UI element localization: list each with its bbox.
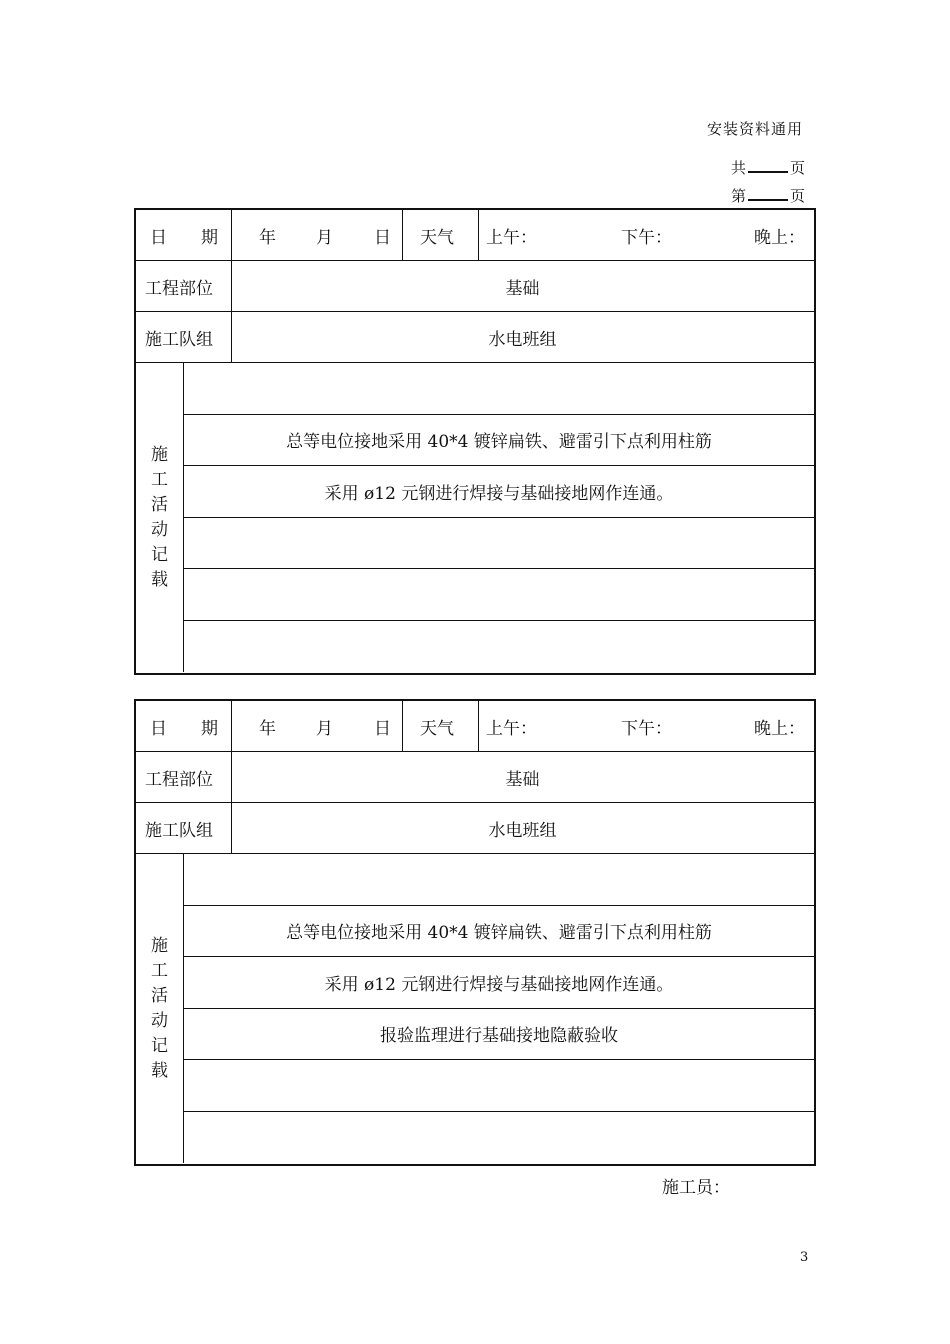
page-number: 3 — [800, 1250, 809, 1265]
document-type-label: 安装资料通用 — [707, 120, 804, 138]
current-page-field — [731, 185, 805, 206]
activity-line: 采用 ø12 元钢进行焊接与基础接地网作连通。 — [184, 957, 814, 1009]
activity-line: 报验监理进行基础接地隐蔽验收 — [184, 1009, 814, 1061]
activity-line — [184, 621, 814, 673]
activity-line — [184, 363, 814, 415]
activity-record-label-cell — [136, 854, 184, 1163]
team-value: 水电班组 — [488, 820, 557, 841]
constructor-signature-label: 施工员： — [662, 1178, 730, 1198]
total-pages-field — [731, 157, 805, 178]
activity-record-label: 施工活动记载 — [151, 444, 168, 590]
activity-line — [184, 1060, 814, 1112]
evening-label: 晚上： — [754, 718, 805, 739]
morning-label: 上午： — [486, 718, 537, 739]
year-label: 年 — [259, 718, 276, 739]
month-label: 月 — [316, 227, 333, 248]
team-row — [136, 312, 814, 363]
evening-label: 晚上： — [754, 227, 805, 248]
activity-record-section — [136, 854, 814, 1163]
team-label: 施工队组 — [145, 820, 213, 841]
current-page-suffix: 页 — [790, 187, 806, 205]
weather-label: 天气 — [420, 718, 454, 739]
activity-line: 总等电位接地采用 40*4 镀锌扁铁、避雷引下点利用柱筋 — [184, 415, 814, 467]
project-part-row — [136, 261, 814, 312]
day-label: 日 — [374, 718, 391, 739]
date-weather-row — [136, 701, 814, 752]
construction-log-table-1 — [134, 208, 816, 675]
activity-line — [184, 569, 814, 621]
activity-lines — [184, 854, 814, 1163]
activity-line — [184, 1112, 814, 1164]
current-page-blank[interactable] — [748, 188, 788, 201]
activity-line: 采用 ø12 元钢进行焊接与基础接地网作连通。 — [184, 466, 814, 518]
project-part-label: 工程部位 — [145, 769, 213, 790]
day-label: 日 — [374, 227, 391, 248]
project-part-value: 基础 — [505, 278, 540, 299]
team-label: 施工队组 — [145, 329, 213, 350]
project-part-row — [136, 752, 814, 803]
date-label: 日 期 — [150, 718, 218, 739]
date-label: 日 期 — [150, 227, 218, 248]
activity-line: 总等电位接地采用 40*4 镀锌扁铁、避雷引下点利用柱筋 — [184, 906, 814, 958]
team-value: 水电班组 — [488, 329, 557, 350]
total-pages-prefix: 共 — [731, 159, 747, 177]
afternoon-label: 下午： — [621, 227, 672, 248]
activity-record-label-cell — [136, 363, 184, 672]
activity-lines — [184, 363, 814, 672]
activity-record-label: 施工活动记载 — [151, 935, 168, 1081]
activity-line — [184, 518, 814, 570]
project-part-value: 基础 — [505, 769, 540, 790]
team-row — [136, 803, 814, 854]
year-label: 年 — [259, 227, 276, 248]
total-pages-suffix: 页 — [790, 159, 806, 177]
month-label: 月 — [316, 718, 333, 739]
weather-label: 天气 — [420, 227, 454, 248]
activity-line — [184, 854, 814, 906]
current-page-prefix: 第 — [731, 187, 747, 205]
morning-label: 上午： — [486, 227, 537, 248]
afternoon-label: 下午： — [621, 718, 672, 739]
total-pages-blank[interactable] — [748, 160, 788, 173]
construction-log-table-2 — [134, 699, 816, 1166]
date-weather-row — [136, 210, 814, 261]
project-part-label: 工程部位 — [145, 278, 213, 299]
activity-record-section — [136, 363, 814, 672]
